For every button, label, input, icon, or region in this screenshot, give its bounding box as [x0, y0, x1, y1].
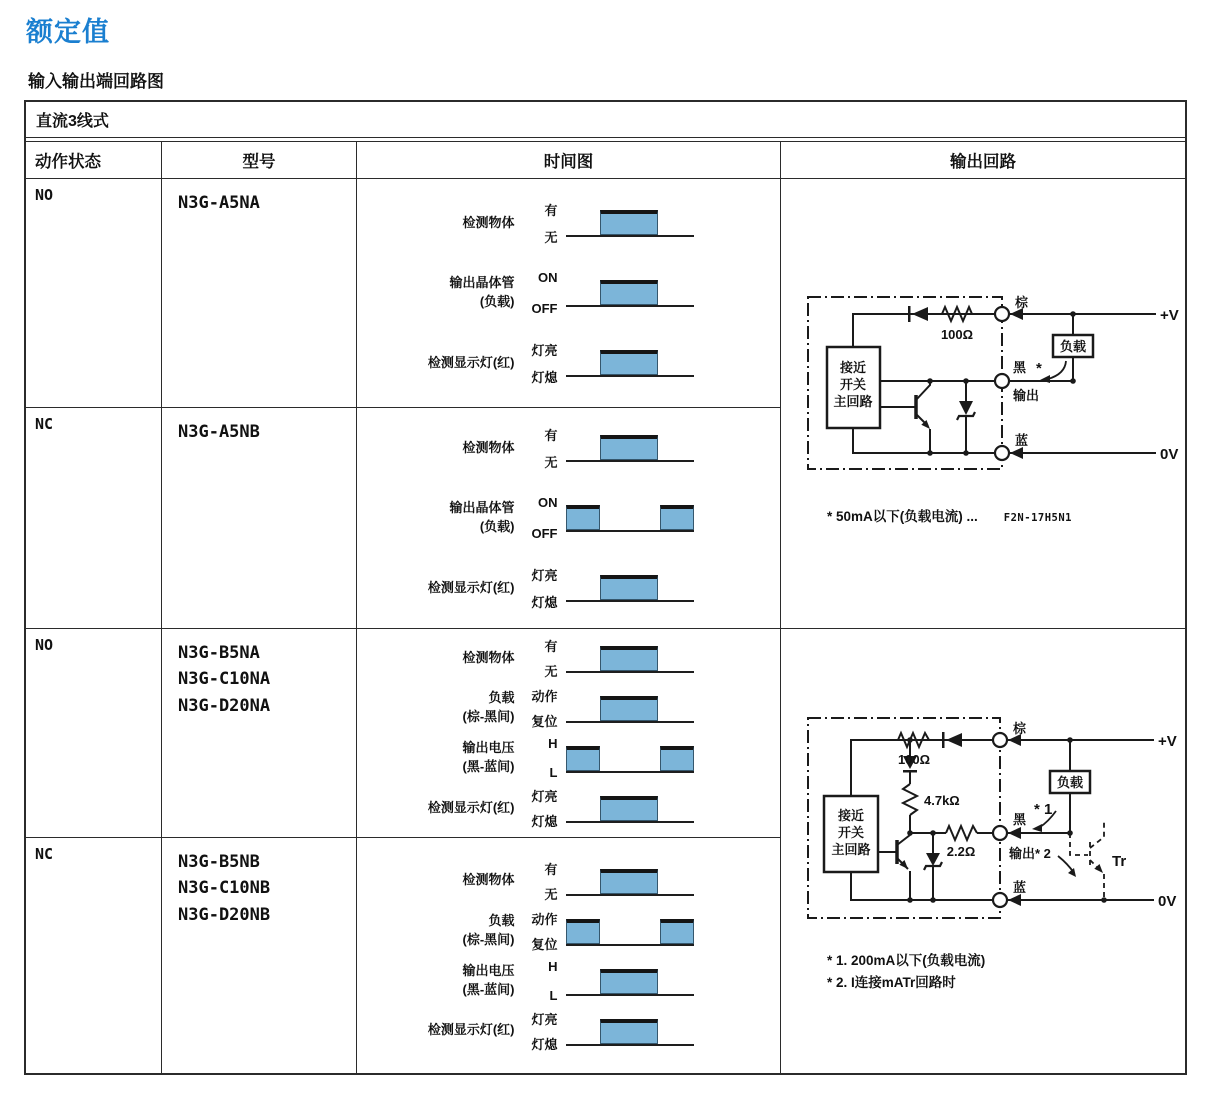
timing-cell-row4	[357, 838, 781, 1073]
timing-signal	[398, 199, 694, 247]
signal-states	[524, 785, 566, 831]
main-box-line2: 开关	[837, 825, 864, 841]
main-box-line2: 开关	[839, 376, 866, 392]
circuit2-note-2: * 2. I连接mATr回路时	[827, 975, 956, 990]
signal-states	[524, 958, 566, 1004]
blue-label: 蓝	[1012, 880, 1026, 896]
main-box-line1: 接近	[839, 359, 866, 375]
section-title: 输入输出端回路图	[28, 72, 164, 91]
state-low-label: 复位	[531, 714, 558, 729]
table-caption: 直流3线式	[26, 102, 1185, 138]
star1-label: * 1	[1033, 801, 1052, 819]
timing-signal	[398, 564, 694, 612]
model-cell-row3	[162, 629, 357, 838]
state-high-label: 有	[544, 861, 558, 877]
waveform-pulse	[566, 1008, 694, 1054]
model-cell-row1	[162, 179, 357, 408]
timing-cell-row1	[357, 179, 781, 408]
signal-states	[524, 269, 566, 317]
signal-label: 检测显示灯(红)	[427, 579, 515, 595]
timing-signal	[398, 494, 694, 542]
state-low-label: 灯熄	[531, 370, 558, 385]
state-high-label: 灯亮	[531, 568, 558, 583]
signal-label: 输出晶体管 (负载)	[449, 275, 515, 309]
waveform-pulse	[566, 269, 694, 315]
signal-states	[524, 199, 566, 247]
tr-emitter-arrow	[1094, 864, 1103, 873]
table-header-row	[26, 141, 1185, 179]
resistor-4k7	[903, 784, 917, 815]
state-low-label: L	[549, 765, 558, 780]
state-cell-row3: NO	[26, 629, 162, 838]
waveform-pulse	[566, 424, 694, 470]
timing-diagram-2	[398, 413, 694, 623]
waveform-pulse	[566, 564, 694, 610]
state-cell-row4: NC	[26, 838, 162, 1073]
tr-label: Tr	[1111, 853, 1126, 871]
model-number: N3G-A5NB	[178, 422, 260, 442]
signal-label: 检测物体	[462, 439, 515, 455]
table-body	[26, 179, 1185, 1073]
resistor-2r2	[946, 826, 977, 840]
vzero-label: 0V	[1157, 893, 1176, 911]
signal-label: 输出电压 (黑-蓝间)	[462, 962, 515, 997]
timing-signal	[398, 685, 694, 731]
timing-signal	[398, 908, 694, 954]
resistor-out-label: 2.2Ω	[946, 844, 975, 860]
vzero-label: 0V	[1159, 445, 1178, 463]
output-circuit-cell-2	[781, 629, 1185, 1073]
circuit1-note-code: F2N-17H5N1	[1003, 511, 1072, 524]
signal-states	[524, 494, 566, 542]
state-high-label: H	[548, 958, 558, 974]
junction-dots	[907, 738, 1107, 904]
state-cell-row2: NC	[26, 408, 162, 629]
signal-label: 输出晶体管 (负载)	[449, 500, 515, 534]
waveform-inverted	[566, 494, 694, 540]
timing-signal	[398, 958, 694, 1004]
state-high-label: 有	[544, 639, 558, 654]
timing-signal	[398, 424, 694, 472]
timing-diagram-4	[398, 856, 694, 1056]
external-transistor-dashed	[1070, 820, 1104, 900]
star-label: *	[1035, 359, 1042, 377]
state-cell-row1: NO	[26, 179, 162, 408]
state-low-label: L	[549, 987, 558, 1003]
signal-states	[524, 735, 566, 781]
signal-label: 检测显示灯(红)	[427, 799, 515, 815]
timing-cell-row2	[357, 408, 781, 629]
circuit1-note: * 50mA以下(负载电流) ... F2N-17H5N1	[827, 508, 1072, 524]
output-label: 输出	[1012, 387, 1039, 403]
timing-signal	[398, 735, 694, 781]
terminal-brown	[993, 733, 1007, 747]
signal-states	[524, 424, 566, 472]
waveform-pulse	[566, 199, 694, 245]
state-low-label: OFF	[531, 526, 558, 541]
model-number: N3G-C10NB	[178, 878, 271, 899]
page-title: 额定值	[26, 17, 110, 47]
state-low-label: 灯熄	[531, 1036, 558, 1052]
model-number: N3G-B5NA	[178, 643, 260, 663]
signal-label: 检测物体	[462, 872, 515, 888]
circuit2-notes	[787, 936, 1185, 993]
state-high-label: 有	[544, 428, 558, 443]
state-low-label: 无	[544, 886, 558, 902]
signal-states	[524, 564, 566, 612]
signal-label: 负载 (棕-黑间)	[462, 690, 515, 724]
model-number: N3G-B5NB	[178, 852, 260, 872]
signal-states	[524, 685, 566, 731]
state-high-label: 灯亮	[531, 1011, 558, 1027]
vplus-label: +V	[1159, 306, 1179, 324]
waveform-pulse	[566, 785, 694, 831]
state-high-label: ON	[538, 270, 558, 285]
timing-signal	[398, 1008, 694, 1054]
timing-signal	[398, 635, 694, 681]
state-low-label: 无	[544, 230, 558, 245]
state-high-label: 灯亮	[531, 789, 558, 804]
ratings-table	[24, 100, 1187, 1075]
state-low-label: 无	[544, 455, 558, 470]
output-label: 输出* 2	[1008, 846, 1051, 862]
state-low-label: 灯熄	[531, 595, 558, 610]
state-high-label: H	[548, 736, 558, 751]
resistor-top-label: 100Ω	[897, 752, 930, 768]
waveform-pulse	[566, 339, 694, 385]
main-box-line3: 主回路	[832, 393, 873, 409]
waveform-pulse	[566, 635, 694, 681]
output-circuit-diagram-2	[794, 708, 1179, 936]
state-high-label: 灯亮	[531, 343, 558, 358]
header-output-circuit: 输出回路	[950, 153, 1016, 171]
model-cell-row4	[162, 838, 357, 1073]
model-number: N3G-D20NA	[178, 695, 271, 716]
load-label: 负载	[1059, 338, 1086, 354]
black-label: 黑	[1012, 359, 1026, 375]
terminal-black	[995, 374, 1009, 388]
header-operating-state: 动作状态	[26, 142, 162, 178]
signal-label: 检测物体	[462, 214, 515, 230]
brown-label: 棕	[1014, 294, 1028, 310]
signal-states	[524, 858, 566, 904]
terminal-blue	[995, 446, 1009, 460]
blue-label: 蓝	[1014, 432, 1028, 448]
resistor-label: 100Ω	[940, 326, 973, 342]
waveform-inverted	[566, 735, 694, 781]
load-label: 负载	[1056, 775, 1083, 791]
star-arrow	[1048, 361, 1066, 379]
timing-signal	[398, 269, 694, 317]
brown-label: 棕	[1012, 721, 1026, 737]
main-box-line3: 主回路	[830, 842, 871, 858]
terminal-black	[993, 826, 1007, 840]
model-cell-row2	[162, 408, 357, 629]
timing-signal	[398, 339, 694, 387]
terminal-blue	[993, 893, 1007, 907]
signal-label: 检测显示灯(红)	[427, 354, 515, 370]
model-number: N3G-A5NA	[178, 193, 260, 213]
waveform-pulse	[566, 685, 694, 731]
resistor-mid-label: 4.7kΩ	[923, 793, 960, 809]
state-low-label: 无	[544, 664, 558, 679]
state-low-label: 复位	[531, 936, 558, 952]
model-number: N3G-C10NA	[178, 669, 271, 690]
vplus-label: +V	[1157, 733, 1177, 751]
header-timing-chart: 时间图	[357, 142, 781, 178]
arrowhead	[1008, 827, 1021, 839]
signal-label: 检测显示灯(红)	[427, 1022, 515, 1038]
state-high-label: 有	[544, 203, 558, 218]
waveform-inverted	[566, 908, 694, 954]
signal-states	[524, 339, 566, 387]
output-circuit-diagram-1	[794, 283, 1179, 483]
main-box-line1: 接近	[837, 808, 864, 824]
black-label: 黑	[1012, 812, 1026, 828]
signal-label: 负载 (棕-黑间)	[462, 912, 515, 947]
timing-diagram-1	[398, 188, 694, 398]
output-circuit-cell-1	[781, 179, 1185, 629]
waveform-pulse	[566, 958, 694, 1004]
state-low-label: OFF	[531, 301, 558, 316]
circuit2-note-1: * 1. 200mA以下(负载电流)	[827, 953, 986, 969]
waveform-pulse	[566, 858, 694, 904]
signal-states	[524, 1008, 566, 1054]
signal-states	[524, 908, 566, 954]
state-low-label: 灯熄	[531, 814, 558, 829]
signal-label: 输出电压 (黑-蓝间)	[462, 740, 515, 774]
terminal-brown	[995, 307, 1009, 321]
header-model: 型号	[162, 142, 357, 178]
timing-cell-row3	[357, 629, 781, 838]
signal-states	[524, 635, 566, 681]
model-number: N3G-D20NB	[178, 904, 271, 925]
signal-label: 检测物体	[462, 649, 515, 665]
timing-signal	[398, 858, 694, 904]
state-high-label: 动作	[531, 689, 558, 704]
timing-signal	[398, 785, 694, 831]
arrowhead	[1010, 447, 1023, 459]
arrowhead	[1008, 894, 1021, 906]
timing-diagram-3	[398, 633, 694, 833]
state-high-label: ON	[538, 495, 558, 510]
state-high-label: 动作	[531, 911, 558, 927]
